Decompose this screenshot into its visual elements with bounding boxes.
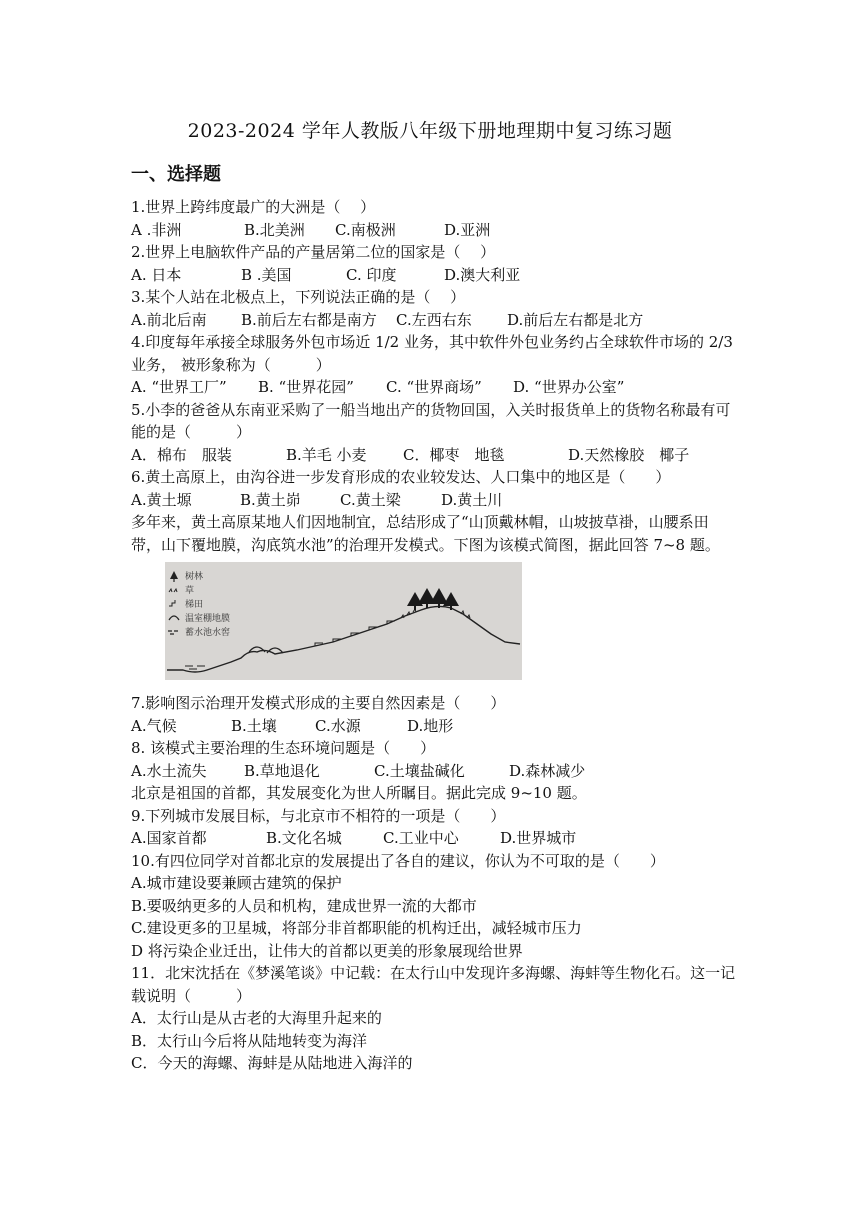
option: C.土壤盐碱化 [374,761,465,780]
water-pool [185,666,205,669]
question-stem: 10.有四位同学对首都北京的发展提出了各自的建议，你认为不可取的是（ ） [131,851,665,870]
option: D.天然橡胶 椰子 [568,445,690,464]
option: D 将污染企业迁出，让伟大的首都以更美的形象展现给世界 [131,941,523,960]
option-row [131,444,736,467]
option: D.世界城市 [500,829,577,847]
option-row [131,376,736,399]
question-stem: 8. 该模式主要治理的生态环境问题是（ ） [131,739,436,757]
option: A．太行山是从古老的大海里升起来的 [131,1009,382,1027]
question-stem: 5.小李的爸爸从东南亚采购了一船当地出产的货物回国，入关时报货单上的货物名称最有可能的是（ ） [131,400,731,441]
legend-label: 温室棚地膜 [185,614,231,624]
legend-label: 草 [185,586,195,596]
option: B.北美洲 [244,220,305,239]
page-title: 2023-2024 学年人教版八年级下册地理期中复习练习题 [187,120,673,142]
legend-grass-icon [169,589,177,592]
option-row [131,489,736,512]
option: C.南极洲 [335,220,396,239]
option: B.土壤 [231,716,277,735]
question-stem: 9.下列城市发展目标，与北京市不相符的一项是（ ） [131,806,506,825]
option: C.水源 [315,716,361,735]
terrain-diagram-svg [165,562,522,680]
legend-tree-icon [170,571,178,582]
option: A.黄土塬 [131,490,192,509]
legend-label: 梯田 [185,600,204,610]
option: B.文化名城 [266,829,342,847]
option: A．棉布 服装 [131,445,232,464]
option: B．太行山今后将从陆地转变为海洋 [131,1031,368,1050]
option: C.建设更多的卫星城，将部分非首都职能的机构迁出，减轻城市压力 [131,919,582,937]
option: B.前后左右都是南方 [241,310,377,329]
question-stem: 3.某个人站在北极点上，下列说法正确的是（ ） [131,288,466,306]
option: D.澳大利亚 [444,265,521,284]
option: D.地形 [407,716,454,735]
legend-label: 树林 [185,572,204,582]
option-row [131,760,736,783]
option: B.羊毛 小麦 [286,445,367,464]
option: B.草地退化 [244,761,320,780]
option: B.要吸纳更多的人员和机构，建成世界一流的大都市 [131,896,477,915]
option: C. “世界商场” [386,378,482,396]
passage: 北京是祖国的首都，其发展变化为世人所瞩目。据此完成 9~10 题。 [131,784,587,802]
option: A.国家首都 [131,829,207,847]
option-row [131,264,736,287]
option: B.黄土峁 [240,490,301,509]
option: A. 日本 [131,265,182,284]
question-list [131,196,736,1075]
question-stem: 7.影响图示治理开发模式形成的主要自然因素是（ ） [131,694,506,712]
terrain-diagram [165,562,522,680]
option: A.城市建设要兼顾古建筑的保护 [131,874,342,892]
option: C．椰枣 地毯 [403,445,505,464]
option: C．今天的海螺、海蚌是从陆地进入海洋的 [131,1054,413,1072]
option: D.前后左右都是北方 [507,310,644,329]
option-row [131,827,736,850]
option: C.左西右东 [396,310,472,329]
option: B. “世界花园” [258,378,354,396]
legend-pool-icon [168,631,178,634]
section-heading: 一、选择题 [131,164,221,185]
option-row [131,715,736,738]
question-stem: 11．北宋沈括在《梦溪笔谈》中记载：在太行山中发现许多海螺、海蚌等生物化石。这一记载说明（ ） [131,964,736,1005]
option-row [131,309,736,332]
figure-container [131,562,736,686]
option: A .非洲 [131,220,182,239]
legend-film-icon [169,616,179,620]
passage: 多年来，黄土高原某地人们因地制宜，总结形成了“山顶戴林帽，山坡披草褂，山腰系田带，山下覆地膜，沟底筑水池”的治理开发模式。下图为该模式简图，据此回答 7~8 题。 [131,513,720,554]
option: D.黄土川 [441,490,503,509]
option: A.水土流失 [131,761,207,780]
question-stem: 1.世界上跨纬度最广的大洲是（ ） [131,198,376,216]
option: A.前北后南 [131,310,207,329]
legend-terrace-icon [169,600,175,606]
option: A. “世界工厂” [131,378,227,396]
legend-label: 蓄水池水窖 [185,628,231,638]
option: B .美国 [241,265,292,284]
option: D.亚洲 [444,220,491,239]
question-stem: 4.印度每年承接全球服务外包市场近 1/2 业务，其中软件外包业务约占全球软件市场的 2/3 业务， 被形象称为（ ） [131,333,733,374]
question-stem: 2.世界上电脑软件产品的产量居第二位的国家是（ ） [131,243,496,261]
option: A.气候 [131,716,177,735]
option: C.黄土梁 [340,490,401,509]
option-row [131,219,736,242]
question-stem: 6.黄土高原上，由沟谷进一步发育形成的农业较发达、人口集中的地区是（ ） [131,468,671,486]
option: D.森林减少 [509,761,586,780]
option: D. “世界办公室” [513,378,625,396]
option: C. 印度 [346,265,397,284]
option: C.工业中心 [383,829,459,847]
